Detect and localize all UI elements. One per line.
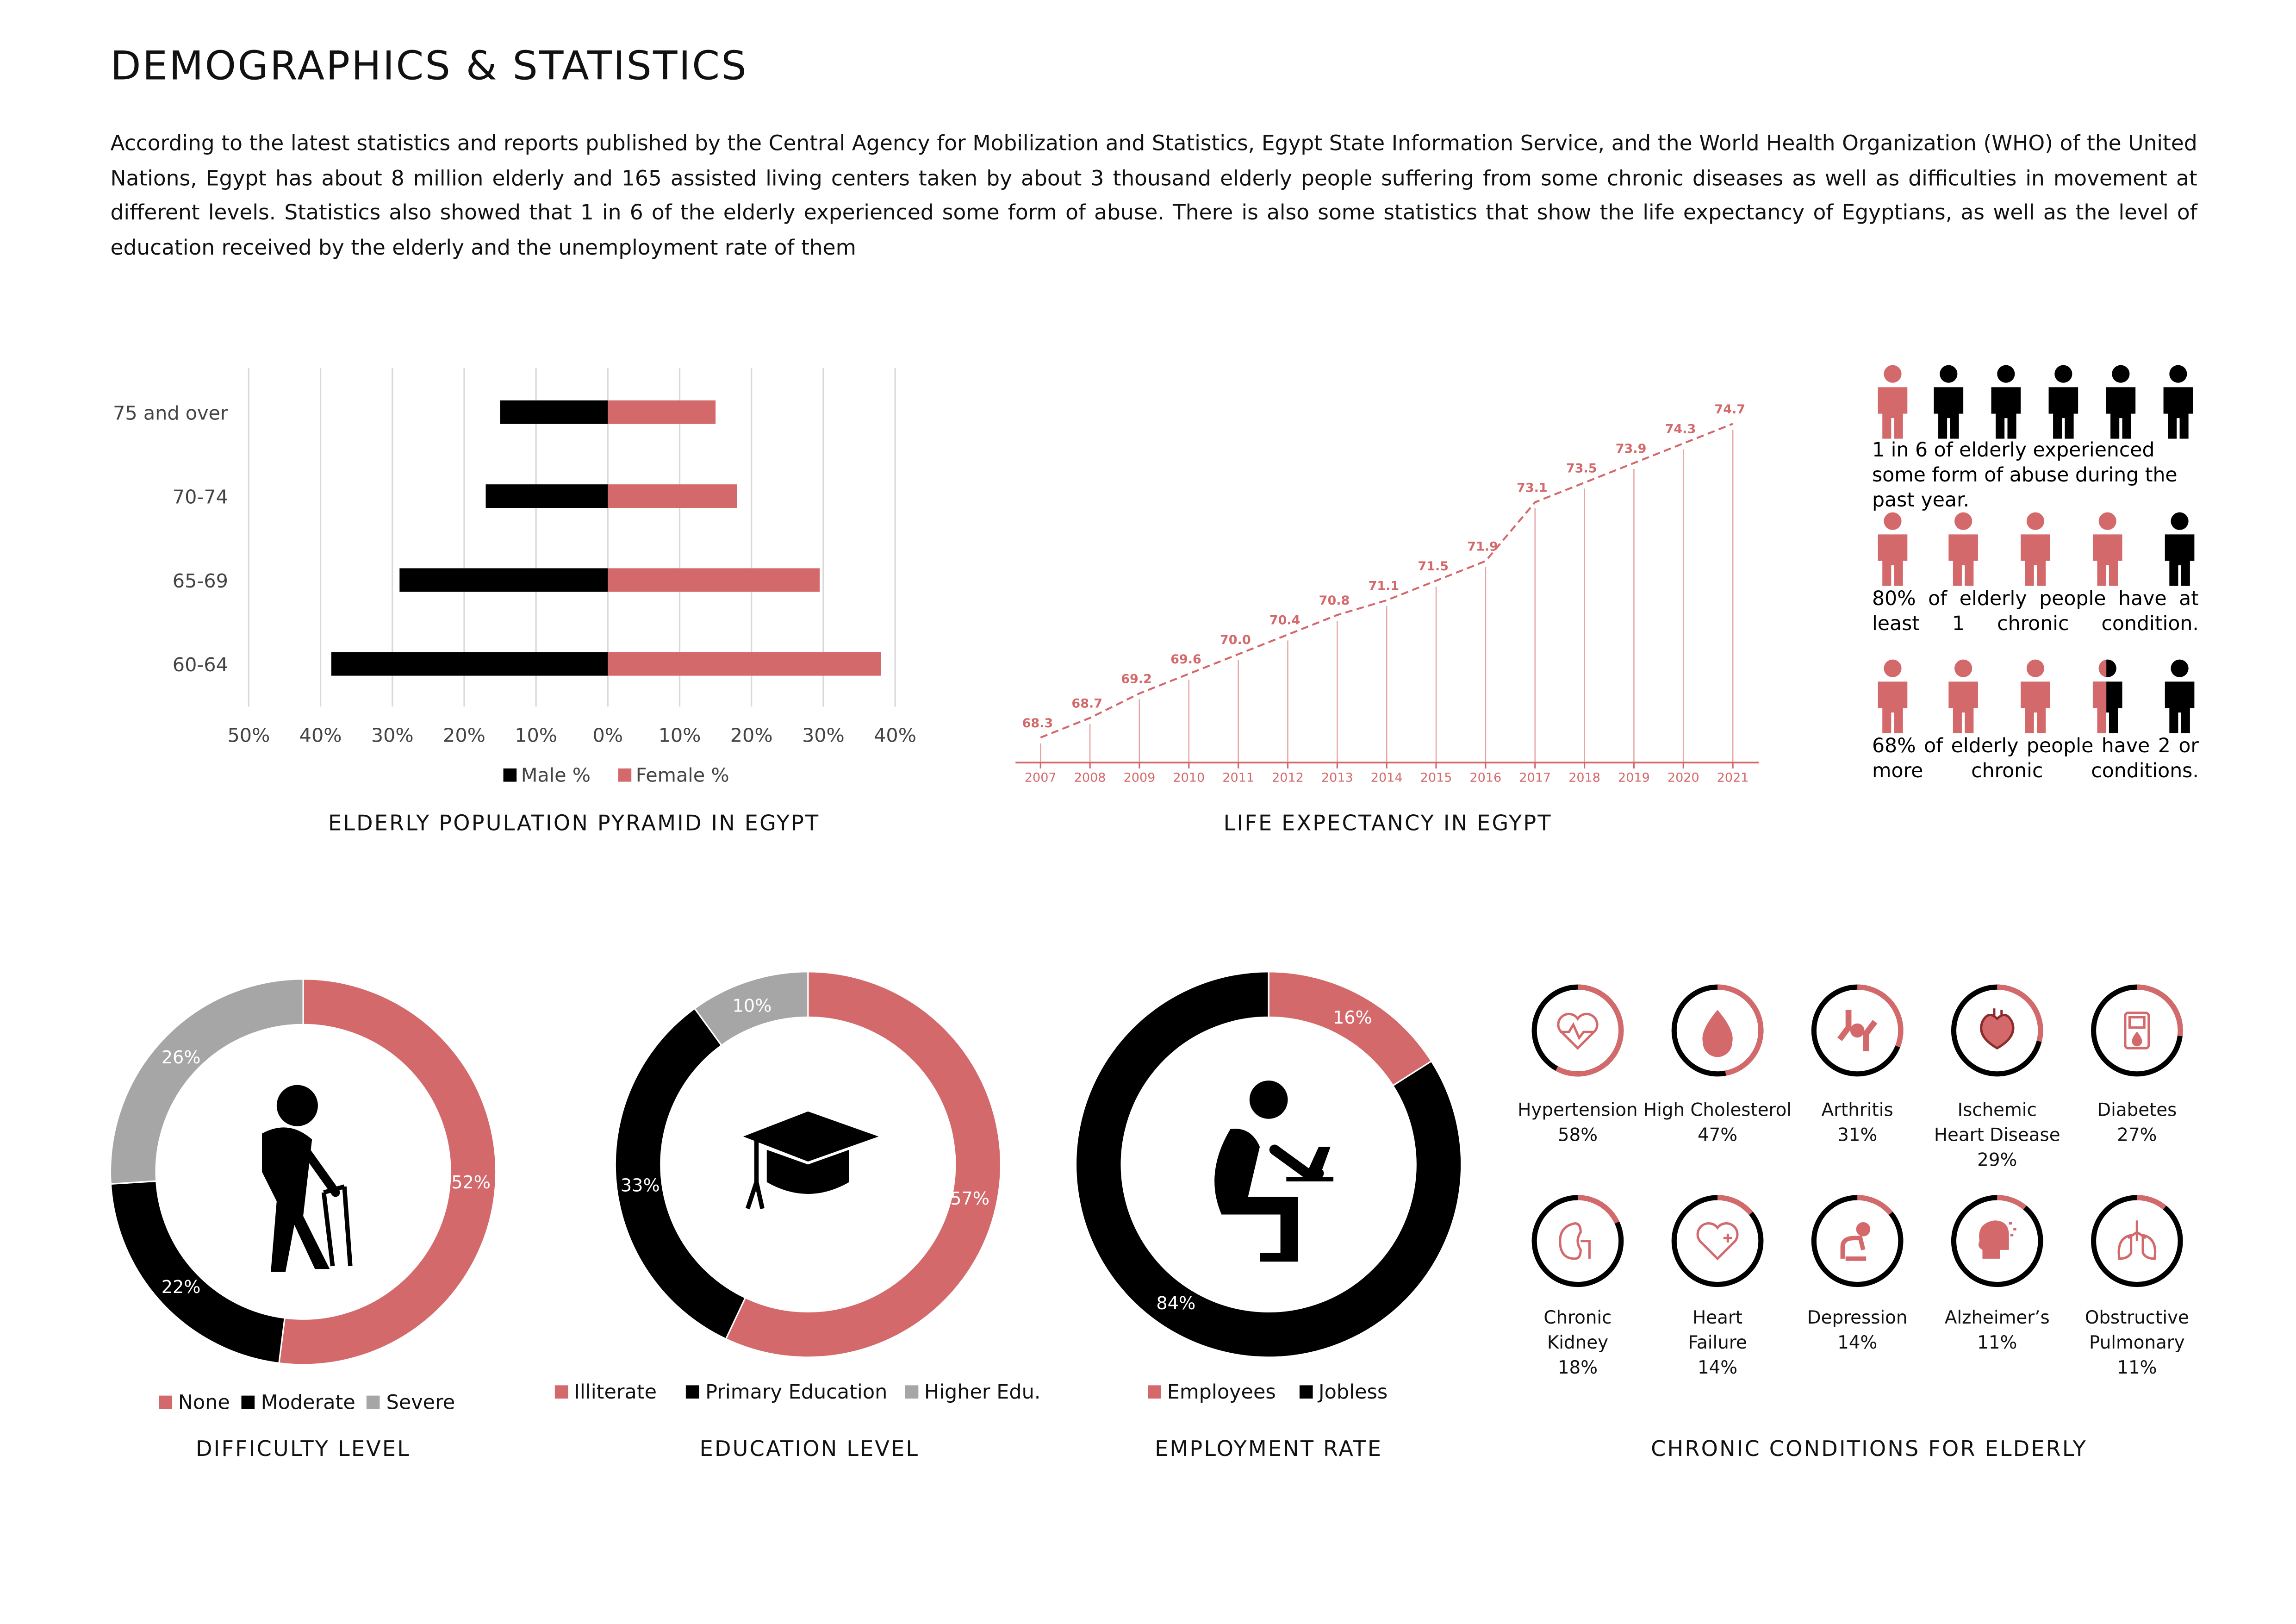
category-label: 75 and over [113,402,228,425]
person-head [2027,660,2044,677]
x-tick-label: 2011 [1222,770,1255,785]
x-tick-label: 2016 [1469,770,1502,785]
drop-shape [1702,1010,1732,1057]
person-head [2027,512,2044,530]
x-tick-label: 2007 [1024,770,1057,785]
condition-label-line: Ischemic [1957,1099,2037,1120]
walker [324,1187,350,1266]
employment-legend [1148,1381,1399,1405]
condition-label-line: 29% [1977,1149,2017,1171]
data-label: 71.9 [1467,539,1498,554]
x-tick-label: 2017 [1519,770,1551,785]
condition-label [1641,1098,1794,1148]
chronic-two-stat-text: 68% of elderly people have 2 or more chronic conditions. [1872,736,2199,783]
person-body [1934,387,1964,438]
person-dark-icon [2049,365,2078,439]
category-label: 70-74 [172,486,228,508]
legend-swatch [686,1385,700,1399]
kidney-shape [1560,1224,1581,1259]
data-label: 73.9 [1615,441,1647,456]
person-dark-icon [2165,660,2195,733]
life-caption: LIFE EXPECTANCY IN EGYPT [1223,812,1552,837]
x-tick-label: 2015 [1420,770,1452,785]
legend-swatch-female [618,768,632,782]
body [262,1127,330,1272]
condition-label-line: 11% [2117,1357,2157,1378]
x-tick-label: 2018 [1568,770,1600,785]
legend-label: Jobless [1318,1380,1388,1405]
body [1214,1129,1298,1262]
category-label: 60-64 [172,654,228,676]
x-tick-label: 40% [874,724,917,747]
person-head [2112,365,2129,383]
condition-ring [2090,983,2184,1078]
legend-label: Moderate [261,1391,355,1415]
person-head [1954,660,1972,677]
data-label: 69.2 [1121,672,1152,687]
condition-label-line: Heart [1692,1307,1742,1328]
condition-label-line: 27% [2117,1124,2157,1146]
chronic-one-stat-text: 80% of elderly people have at least 1 chronic condition. [1872,589,2199,636]
person-head [1884,660,1901,677]
x-tick-label: 2021 [1717,770,1749,785]
employment-rate-donut [1069,964,1469,1365]
condition-label-line: Diabetes [2097,1099,2177,1120]
category-label: 65-69 [172,569,228,592]
glucose-meter-icon [2125,1013,2149,1048]
condition-label-line: 31% [1837,1124,1878,1146]
legend-item [1148,1381,1276,1405]
condition-ring [1950,983,2045,1078]
person-body [1948,681,1978,733]
x-tick-label: 2014 [1370,770,1403,785]
condition-label [1921,1098,2074,1173]
laptop [1304,1147,1330,1179]
male-bar [486,484,608,508]
legend-swatch [555,1385,568,1399]
donut-slice-primary-education [615,1008,745,1339]
joint-dot [1851,1024,1863,1036]
condition-ring [1670,983,1765,1078]
heart-outline [1698,1224,1737,1259]
person-highlight-icon [1948,512,1978,586]
condition-label-line: Pulmonary [2089,1332,2185,1353]
condition-label-line: Alzheimer’s [1944,1307,2050,1328]
condition-label [2060,1306,2214,1381]
person-head [1940,365,1957,383]
person-at-laptop-icon [1214,1081,1333,1262]
life-expectancy-chart [1001,338,1780,810]
person-highlight-icon [1878,365,1908,439]
slice-label: 10% [732,995,772,1016]
condition-label-line: Heart Disease [1934,1124,2060,1146]
donut-slice-moderate [111,1181,285,1363]
person-body [1878,681,1908,733]
legend-item [367,1391,455,1415]
legend-swatch [159,1396,172,1409]
head [1250,1081,1288,1119]
data-label: 73.1 [1517,481,1548,495]
condition-label [1501,1306,1655,1381]
condition-label [1921,1306,2074,1356]
depressed-person-icon [1842,1224,1869,1259]
x-tick-label: 10% [515,724,558,747]
condition-label-line: Depression [1807,1307,1908,1328]
slice-label: 84% [1156,1293,1196,1313]
chronic-conditions-grid [1501,983,2267,1410]
data-label: 71.5 [1418,559,1449,574]
condition-label [1641,1306,1794,1381]
data-label: 69.6 [1170,652,1201,667]
person-head [2169,365,2187,383]
heart-plus-icon [1698,1224,1737,1259]
brain-head-icon [1979,1220,2016,1259]
data-label: 70.8 [1319,593,1350,608]
legend-item [555,1381,657,1405]
x-tick-label: 20% [730,724,773,747]
condition-label-line: Arthritis [1821,1099,1893,1120]
person-highlight-icon [1878,512,1908,586]
person-head [1997,365,2015,383]
cap-top [743,1112,879,1162]
data-label: 68.7 [1071,696,1103,711]
person-body [2165,534,2195,586]
data-label: 70.0 [1220,632,1251,647]
person-body [1948,534,1978,586]
condition-ring [1531,983,1625,1078]
x-tick-label: 2019 [1618,770,1650,785]
person-body [2049,387,2078,438]
education-legend [555,1381,1052,1405]
legend-label: Higher Edu. [924,1380,1041,1405]
person-head [2099,512,2116,530]
pyramid-caption: ELDERLY POPULATION PYRAMID IN EGYPT [328,812,820,837]
person-body [1878,534,1908,586]
condition-label [1501,1098,1655,1148]
tassel [747,1141,762,1209]
x-tick-label: 0% [592,724,623,747]
arm [306,1151,336,1193]
data-label: 73.5 [1566,461,1597,476]
legend-swatch [1148,1385,1161,1399]
person-dark-icon [2106,365,2136,439]
legend-swatch [242,1396,255,1409]
condition-label-line: 47% [1697,1124,1738,1146]
condition-label [1781,1098,1934,1148]
plus-sign [1724,1234,1732,1243]
female-bar [608,568,820,592]
condition-ring [1810,1194,1904,1288]
x-tick-label: 2009 [1123,770,1156,785]
intro-paragraph: According to the latest statistics and reports published by the Central Agency for Mobilization and Statistics, Egypt State Information Service, and the World Health Organization (WHO) of the United Nations, Egypt has about 8 million elderly and 165 assisted living centers taken by about 3 thousand elderly people suffering from some chronic diseases as well as difficulties in movement at different levels. Statistics also showed that 1 in 6 of the elderly experienced some form of abuse. There is also some statistics that show the life expectancy of Egyptians, as well as the level of education received by the elderly and the unemployment rate of them [110,132,2197,260]
chronic-caption: CHRONIC CONDITIONS FOR ELDERLY [1651,1438,2088,1462]
person-highlight-icon [1878,660,1908,733]
legend-item [159,1391,230,1415]
legend-swatch [367,1396,380,1409]
condition-label-line: 58% [1557,1124,1598,1146]
head [1857,1224,1869,1235]
graduation-cap-icon [743,1112,879,1209]
legend-item [905,1381,1041,1405]
condition-label-line: Failure [1688,1332,1747,1353]
person-highlight-icon [2093,512,2122,586]
slice-label: 16% [1333,1007,1372,1028]
condition-label [1781,1306,1934,1356]
person-body [2164,387,2193,438]
person-body [1991,387,2021,438]
data-label: 74.3 [1665,422,1696,437]
person-body [2021,681,2050,733]
person-highlight-icon [1948,660,1978,733]
elderly-walker-icon [262,1085,350,1272]
condition-label-line: Kidney [1547,1332,1609,1353]
person-dark-icon [1991,365,2021,439]
male-bar [500,400,608,424]
person-body [2106,387,2136,438]
legend-label: Employees [1167,1380,1276,1405]
female-bar [608,400,716,424]
condition-label-line: Hypertension [1518,1099,1638,1120]
condition-ring [1950,1194,2045,1288]
slice-label: 33% [620,1175,660,1196]
data-label: 68.3 [1022,716,1053,731]
slice-label: 52% [451,1172,491,1193]
abuse-and-chronic-stats [1872,359,2199,801]
legend-item [686,1381,888,1405]
x-tick-label: 40% [299,724,342,747]
x-tick-label: 2010 [1173,770,1205,785]
heart-organ-icon [1981,1008,2013,1048]
x-tick-label: 50% [227,724,270,747]
difficulty-caption: DIFFICULTY LEVEL [195,1438,411,1462]
person-head [2171,512,2189,530]
ureter [1580,1241,1589,1259]
condition-ring [1531,1194,1625,1288]
condition-label-line: 14% [1837,1332,1878,1353]
condition-ring [2090,1194,2184,1288]
slice-label: 22% [161,1277,201,1297]
data-label: 74.7 [1714,402,1746,417]
slice-label: 57% [950,1188,990,1209]
person-highlight-icon [2021,660,2050,733]
education-caption: EDUCATION LEVEL [699,1438,920,1462]
difficulty-level-donut [103,972,504,1372]
legend-label: Illiterate [574,1380,657,1405]
condition-label-line: High Cholesterol [1643,1099,1792,1120]
person-head [1884,512,1901,530]
legend-item [242,1391,355,1415]
person-head [1954,512,1972,530]
population-pyramid-chart [0,338,942,810]
condition-label [2060,1098,2214,1148]
vessels [1994,1008,2002,1016]
blood-drop-icon [1702,1010,1732,1057]
condition-label-line: 11% [1977,1332,2017,1353]
person-dark-icon [1934,365,1964,439]
person-body [2021,534,2050,586]
condition-ring [1810,983,1904,1078]
legend-item [1300,1381,1388,1405]
x-tick-label: 2012 [1272,770,1304,785]
page-title: DEMOGRAPHICS & STATISTICS [110,44,748,90]
difficulty-legend [159,1391,467,1415]
education-level-donut [608,964,1008,1365]
x-tick-label: 20% [443,724,485,747]
legend-label: Severe [386,1391,455,1415]
meter-screen [2129,1017,2144,1027]
legend-swatch-male [504,768,517,782]
abuse-stat-text: 1 in 6 of elderly experienced some form of abuse during the past year. [1872,440,2178,512]
body [1842,1238,1866,1259]
legend-label: Primary Education [705,1380,888,1405]
legend-label-female: Female % [635,764,729,787]
data-label: 71.1 [1368,579,1400,593]
male-bar [399,568,608,592]
person-highlight-icon [2021,512,2050,586]
condition-label-line: 14% [1697,1357,1738,1378]
fragments [2009,1224,2016,1235]
x-tick-label: 2020 [1667,770,1699,785]
condition-ring [1670,1194,1765,1288]
condition-label-line: Obstructive [2084,1307,2189,1328]
legend-label-male: Male % [521,764,591,787]
ring-track [2094,1198,2181,1285]
x-tick-label: 2008 [1074,770,1106,785]
head [277,1085,318,1126]
joint-icon [1840,1010,1875,1051]
slice-label: 26% [161,1047,201,1068]
kidney-icon [1560,1224,1590,1259]
x-tick-label: 30% [802,724,845,747]
donut-slice-employees [1269,972,1431,1086]
male-bar [331,652,608,676]
x-tick-label: 10% [658,724,701,747]
condition-label-line: Chronic [1543,1307,1612,1328]
heart-pulse-icon [1558,1014,1597,1048]
head-shape [1979,1220,2009,1259]
lungs-icon [2119,1220,2155,1259]
person-body [1878,387,1908,438]
person-head [1884,365,1901,383]
legend-swatch [905,1385,919,1399]
person-body [2093,534,2122,586]
employment-caption: EMPLOYMENT RATE [1155,1438,1383,1462]
person-body [2165,681,2195,733]
person-dark-icon [2164,365,2193,439]
person-head [2054,365,2072,383]
data-label: 70.4 [1269,613,1300,628]
condition-label-line: 18% [1557,1357,1598,1378]
legend-swatch [1300,1385,1313,1399]
x-tick-label: 30% [371,724,414,747]
female-bar [608,484,737,508]
organ-shape [1981,1015,2013,1048]
female-bar [608,652,881,676]
person-head [2171,660,2189,677]
meter-drop [2133,1033,2141,1045]
legend-label: None [178,1391,230,1415]
person-dark-icon [2165,512,2195,586]
x-tick-label: 2013 [1321,770,1353,785]
